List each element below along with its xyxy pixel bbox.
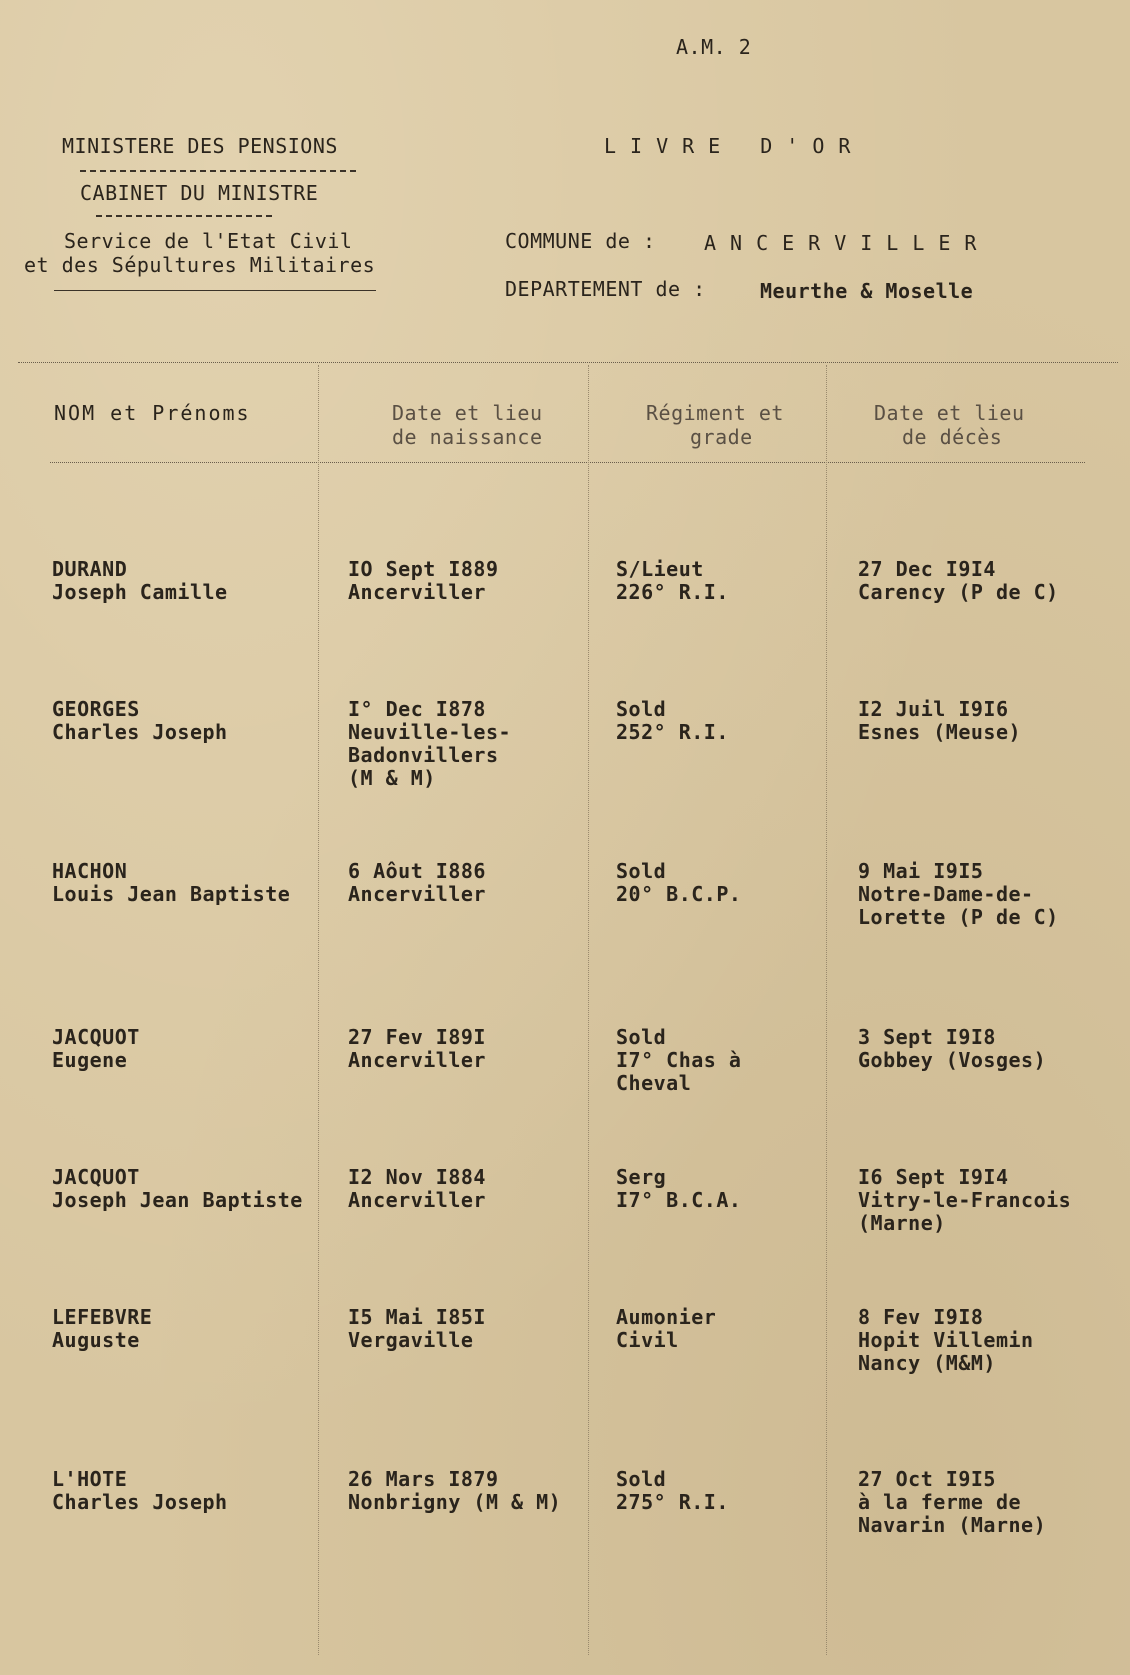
column-separator [588,365,589,1655]
entry-regiment-line: 252° R.I. [616,720,729,744]
entry-death-line: Navarin (Marne) [858,1513,1047,1537]
entry-death [858,1026,1046,1072]
entry-birth-line: Ancerviller [348,580,486,604]
document-title: LIVRE D'OR [604,134,865,158]
entry-regiment [616,558,729,604]
entry-death-line: 27 Oct I9I5 [858,1467,996,1491]
entry-regiment-line: Sold [616,697,667,721]
entry-regiment-line: I7° Chas à [616,1048,742,1072]
cabinet-name: CABINET DU MINISTRE [80,181,319,205]
entry-regiment [616,698,729,744]
entry-name [52,860,290,906]
entry-regiment-line: Sold [616,1025,667,1049]
entry-given-names: Auguste [52,1328,140,1352]
entry-surname: JACQUOT [52,1025,140,1049]
entry-given-names: Joseph Jean Baptiste [52,1188,303,1212]
divider [54,290,376,291]
entry-surname: HACHON [52,859,128,883]
entry-death [858,1468,1046,1537]
entry-regiment-line: Sold [616,1467,667,1491]
column-header-regiment-2: grade [690,425,753,449]
entry-birth-line: I2 Nov I884 [348,1165,486,1189]
entry-regiment-line: 20° B.C.P. [616,882,742,906]
ministry-name: MINISTERE DES PENSIONS [62,134,338,158]
document-reference: A.M. 2 [676,35,752,59]
entry-birth [348,860,486,906]
entry-surname: L'HOTE [52,1467,128,1491]
departement-value: Meurthe & Moselle [760,279,974,303]
entry-death-line: (Marne) [858,1211,946,1235]
column-header-name: NOM et Prénoms [54,401,251,425]
entry-death-line: I2 Juil I9I6 [858,697,1009,721]
entry-given-names: Charles Joseph [52,720,228,744]
entry-birth [348,698,511,790]
entry-death-line: 27 Dec I9I4 [858,557,996,581]
entry-surname: DURAND [52,557,128,581]
entry-birth-line: (M & M) [348,766,436,790]
entry-death-line: Gobbey (Vosges) [858,1048,1047,1072]
entry-death [858,698,1021,744]
divider [96,215,272,217]
entry-death-line: Lorette (P de C) [858,905,1059,929]
entry-regiment-line: 275° R.I. [616,1490,729,1514]
departement-label: DEPARTEMENT de : [505,277,706,301]
entry-regiment-line: Cheval [616,1071,692,1095]
entry-name [52,1026,140,1072]
entry-death-line: 9 Mai I9I5 [858,859,984,883]
entry-regiment-line: Serg [616,1165,667,1189]
entry-birth-line: Nonbrigny (M & M) [348,1490,562,1514]
commune-label: COMMUNE de : [505,229,656,253]
column-separator [826,365,827,1655]
column-header-death-2: de décès [902,425,1003,449]
entry-regiment [616,1166,741,1212]
entry-death [858,1166,1071,1235]
entry-death-line: Notre-Dame-de- [858,882,1034,906]
column-header-regiment-1: Régiment et [646,401,784,425]
entry-death-line: Vitry-le-Francois [858,1188,1072,1212]
entry-birth-line: Badonvillers [348,743,499,767]
divider [80,170,356,172]
entry-name [52,1468,228,1514]
entry-death-line: Carency (P de C) [858,580,1059,604]
entry-regiment [616,1468,729,1514]
column-separator [318,365,319,1655]
entry-regiment-line: I7° B.C.A. [616,1188,742,1212]
entry-birth-line: Vergaville [348,1328,474,1352]
entry-name [52,558,228,604]
entry-regiment [616,860,741,906]
entry-birth-line: I° Dec I878 [348,697,486,721]
entry-surname: GEORGES [52,697,140,721]
entry-birth-line: Neuville-les- [348,720,512,744]
entry-birth [348,1306,486,1352]
entry-death-line: 3 Sept I9I8 [858,1025,996,1049]
entry-name [52,698,228,744]
entry-name [52,1166,303,1212]
entry-birth-line: Ancerviller [348,1048,486,1072]
entry-surname: JACQUOT [52,1165,140,1189]
entry-birth [348,1468,561,1514]
entry-death [858,860,1059,929]
entry-regiment [616,1026,741,1095]
column-header-death-1: Date et lieu [874,401,1025,425]
entry-surname: LEFEBVRE [52,1305,153,1329]
entry-death-line: Esnes (Meuse) [858,720,1022,744]
entry-regiment-line: S/Lieut [616,557,704,581]
entry-death-line: 8 Fev I9I8 [858,1305,984,1329]
entry-regiment-line: Sold [616,859,667,883]
entry-regiment [616,1306,716,1352]
entry-birth-line: 26 Mars I879 [348,1467,499,1491]
entry-regiment-line: 226° R.I. [616,580,729,604]
entry-given-names: Eugene [52,1048,128,1072]
entry-death-line: à la ferme de [858,1490,1022,1514]
table-header-rule [50,462,1085,463]
commune-value: ANCERVILLER [704,231,991,255]
entry-death [858,558,1059,604]
column-header-birth-2: de naissance [392,425,543,449]
entry-birth-line: I5 Mai I85I [348,1305,486,1329]
entry-death-line: Nancy (M&M) [858,1351,996,1375]
entry-birth-line: 27 Fev I89I [348,1025,486,1049]
entry-given-names: Charles Joseph [52,1490,228,1514]
service-line-2: et des Sépultures Militaires [24,253,376,277]
entry-birth-line: 6 Aôut I886 [348,859,486,883]
entry-death-line: Hopit Villemin [858,1328,1034,1352]
entry-regiment-line: Aumonier [616,1305,717,1329]
entry-birth-line: Ancerviller [348,882,486,906]
entry-birth-line: Ancerviller [348,1188,486,1212]
table-top-rule [18,362,1118,363]
entry-given-names: Joseph Camille [52,580,228,604]
entry-death [858,1306,1034,1375]
entry-birth-line: IO Sept I889 [348,557,499,581]
service-line-1: Service de l'Etat Civil [64,229,353,253]
entry-name [52,1306,152,1352]
entry-birth [348,558,499,604]
entry-given-names: Louis Jean Baptiste [52,882,291,906]
column-header-birth-1: Date et lieu [392,401,543,425]
entry-birth [348,1026,486,1072]
entry-birth [348,1166,486,1212]
entry-regiment-line: Civil [616,1328,679,1352]
entry-death-line: I6 Sept I9I4 [858,1165,1009,1189]
